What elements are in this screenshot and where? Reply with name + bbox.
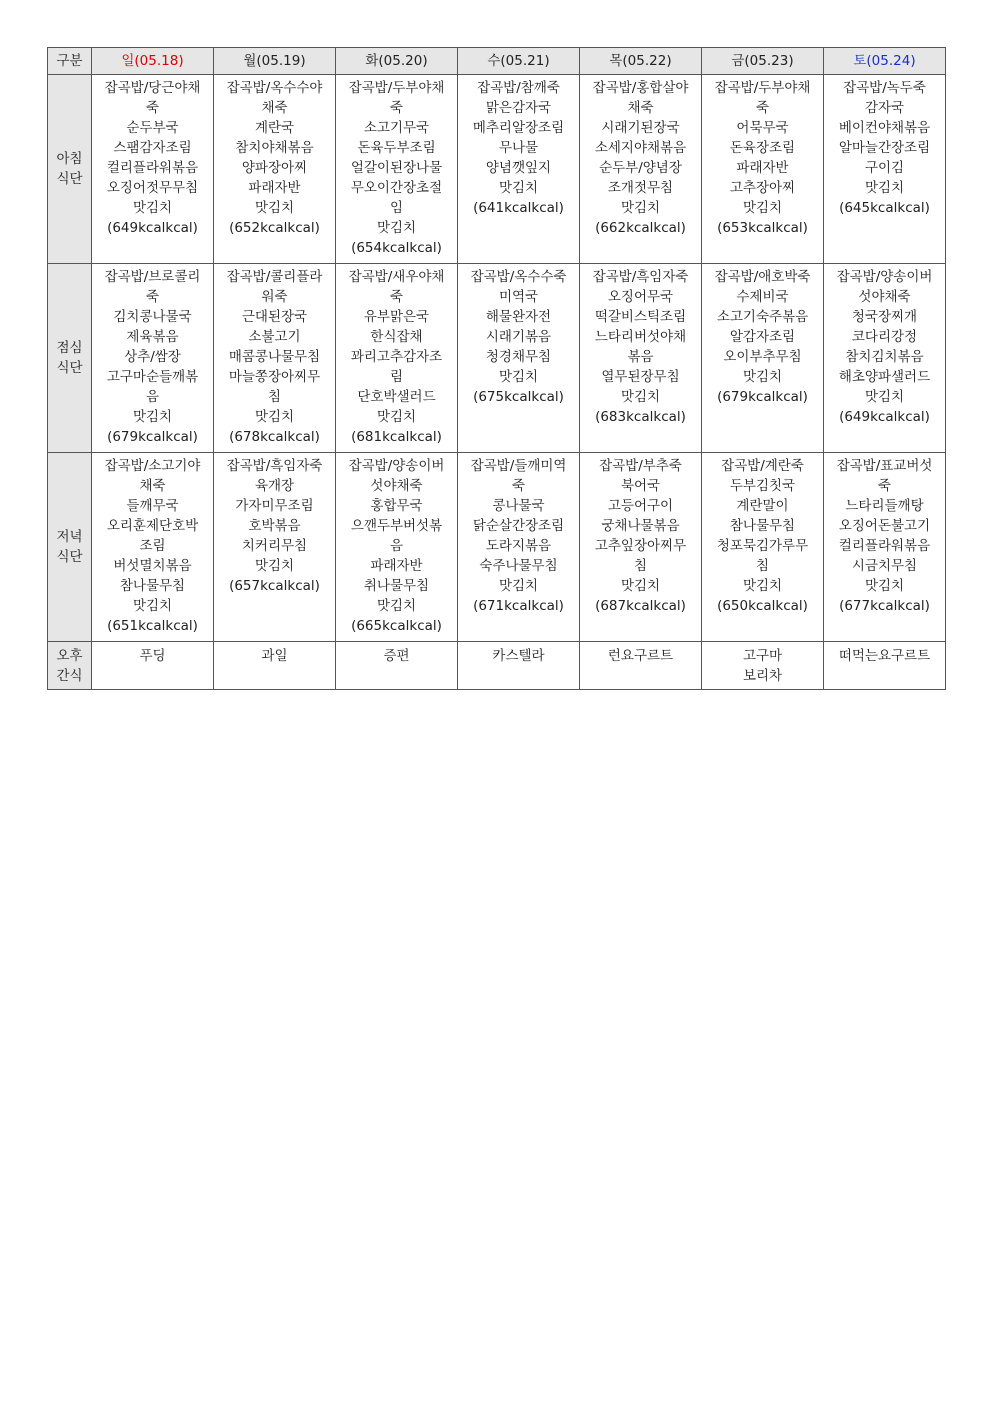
menu-item: (657kcalkcal) (229, 578, 320, 594)
menu-item: (649kcalkcal) (107, 220, 198, 236)
menu-item: 베이컨야채볶음 (838, 120, 931, 136)
breakfast-cell-saturday (824, 75, 946, 264)
menu-item: 잡곡밥/계란죽 (721, 458, 804, 474)
menu-item: (641kcalkcal) (473, 200, 564, 216)
menu-item: 느타리들깨탕 (845, 498, 924, 514)
menu-item: 맛김치 (498, 369, 539, 385)
menu-item: 매콤콩나물무침 (228, 349, 321, 365)
dinner-cell-friday (702, 453, 824, 642)
menu-item: 잡곡밥/당근야채 (104, 80, 201, 96)
menu-item: 소고기숙주볶음 (716, 309, 809, 325)
menu-item: 채죽 (139, 478, 166, 494)
menu-item: 섯야채죽 (370, 478, 423, 494)
menu-item: 알마늘간장조림 (838, 140, 931, 156)
weekly-menu-table (47, 47, 946, 690)
menu-item: 볶음 (627, 349, 654, 365)
dinner-cell-thursday (580, 453, 702, 642)
menu-item: 스팸감자조림 (113, 140, 192, 156)
menu-item: 잡곡밥/양송이버 (836, 269, 933, 285)
menu-item: 상추/쌈장 (124, 349, 181, 365)
menu-item: 워죽 (261, 289, 288, 305)
menu-item: (649kcalkcal) (839, 409, 930, 425)
breakfast-cell-wednesday (458, 75, 580, 264)
menu-item: 참치야채볶음 (235, 140, 314, 156)
menu-item: 보리차 (742, 668, 783, 684)
menu-item: 잡곡밥/애호박죽 (714, 269, 811, 285)
menu-item: 맛김치 (742, 578, 783, 594)
menu-item: 맛김치 (376, 598, 417, 614)
day-header-friday: 금(05.23) (702, 48, 824, 75)
menu-item: 순두부/양념장 (599, 160, 682, 176)
menu-item: 맛김치 (864, 578, 905, 594)
menu-item: 가자미무조림 (235, 498, 314, 514)
lunch-cell-saturday (824, 264, 946, 453)
menu-item: 맛김치 (376, 409, 417, 425)
menu-item: 맛김치 (254, 200, 295, 216)
menu-item: 북어국 (620, 478, 661, 494)
menu-item: 계란국 (254, 120, 295, 136)
menu-item: 맛김치 (620, 389, 661, 405)
row-label-line: 저녁 (56, 529, 83, 545)
lunch-cell-wednesday (458, 264, 580, 453)
menu-item: (645kcalkcal) (839, 200, 930, 216)
menu-item: 마늘쫑장아찌무 (228, 369, 321, 385)
menu-item: 오징어돈불고기 (838, 518, 931, 534)
day-header-wednesday: 수(05.21) (458, 48, 580, 75)
menu-item: 단호박샐러드 (357, 389, 436, 405)
snack-cell-thursday (580, 642, 702, 690)
menu-item: 맛김치 (498, 180, 539, 196)
menu-item: 유부맑은국 (363, 309, 430, 325)
day-header-sunday: 일(05.18) (92, 48, 214, 75)
dinner-cell-saturday (824, 453, 946, 642)
menu-item: 컬리플라워볶음 (106, 160, 199, 176)
menu-item: 무나물 (498, 140, 539, 156)
menu-item: 감자국 (864, 100, 905, 116)
menu-item: 잡곡밥/양송이버 (348, 458, 445, 474)
lunch-cell-friday (702, 264, 824, 453)
menu-item: 잡곡밥/새우야채 (348, 269, 445, 285)
dinner-row-label (48, 453, 92, 642)
breakfast-cell-sunday (92, 75, 214, 264)
menu-item: (679kcalkcal) (107, 429, 198, 445)
menu-item: 잡곡밥/옥수수죽 (470, 269, 567, 285)
row-label-line: 오후 (56, 647, 83, 664)
menu-item: 떡갈비스틱조림 (594, 309, 687, 325)
snack-cell-friday (702, 642, 824, 690)
snack-cell-monday (214, 642, 336, 690)
header-label: 구분 (48, 48, 92, 75)
menu-item: 푸딩 (139, 648, 166, 664)
snack-cell-wednesday (458, 642, 580, 690)
menu-item: 잡곡밥/흑임자죽 (592, 269, 689, 285)
menu-item: 파래자반 (736, 160, 789, 176)
dinner-cell-monday (214, 453, 336, 642)
menu-item: 채죽 (627, 100, 654, 116)
menu-item: 닭순살간장조림 (472, 518, 565, 534)
menu-item: 런요구르트 (607, 648, 674, 664)
menu-item: (654kcalkcal) (351, 240, 442, 256)
menu-item: 맛김치 (498, 578, 539, 594)
menu-item: 호박볶음 (248, 518, 301, 534)
menu-item: 열무된장무침 (601, 369, 680, 385)
menu-item: 음 (389, 538, 404, 554)
menu-item: 청국장찌개 (851, 309, 918, 325)
menu-item: 얼갈이된장나물 (350, 160, 443, 176)
menu-item: 죽 (755, 100, 770, 116)
menu-item: 수제비국 (736, 289, 789, 305)
menu-item: 맑은감자국 (485, 100, 552, 116)
menu-item: 맛김치 (132, 598, 173, 614)
menu-item: 계란말이 (736, 498, 789, 514)
menu-item: 맛김치 (864, 180, 905, 196)
lunch-row-label (48, 264, 92, 453)
breakfast-cell-thursday (580, 75, 702, 264)
menu-item: 시래기볶음 (485, 329, 552, 345)
menu-item: (678kcalkcal) (229, 429, 320, 445)
menu-item: 한식잡채 (370, 329, 423, 345)
menu-item: 알감자조림 (729, 329, 796, 345)
menu-item: 잡곡밥/표교버섯 (836, 458, 933, 474)
snack-row (48, 642, 946, 690)
menu-item: 구이김 (864, 160, 905, 176)
menu-item: 떠먹는요구르트 (838, 648, 931, 664)
menu-item: 맛김치 (620, 578, 661, 594)
menu-item: 죽 (877, 478, 892, 494)
menu-item: 김치콩나물국 (113, 309, 192, 325)
menu-item: (683kcalkcal) (595, 409, 686, 425)
menu-item: 오이부추무침 (723, 349, 802, 365)
menu-item: 메추리알장조림 (472, 120, 565, 136)
menu-item: 참나물무침 (119, 578, 186, 594)
menu-item: 잡곡밥/부추죽 (599, 458, 682, 474)
menu-item: 해초양파샐러드 (838, 369, 931, 385)
menu-item: 잡곡밥/참깨죽 (477, 80, 560, 96)
menu-item: 잡곡밥/두부야채 (714, 80, 811, 96)
menu-item: 증편 (383, 648, 410, 664)
menu-item: (665kcalkcal) (351, 618, 442, 634)
menu-item: (687kcalkcal) (595, 598, 686, 614)
snack-cell-saturday (824, 642, 946, 690)
menu-item: 조림 (139, 538, 166, 554)
menu-item: 치커리무침 (241, 538, 308, 554)
menu-item: 조개젓무침 (607, 180, 674, 196)
menu-item: 맛김치 (864, 389, 905, 405)
menu-item: 순두부국 (126, 120, 179, 136)
header-row (48, 48, 946, 75)
menu-item: 고추잎장아찌무 (594, 538, 687, 554)
breakfast-row-label (48, 75, 92, 264)
dinner-row (48, 453, 946, 642)
menu-item: 들깨무국 (126, 498, 179, 514)
menu-item: 채죽 (261, 100, 288, 116)
row-label-line: 점심 (56, 340, 83, 356)
menu-item: 두부김칫국 (729, 478, 796, 494)
menu-item: 고등어구이 (607, 498, 674, 514)
dinner-cell-tuesday (336, 453, 458, 642)
menu-item: 고추장아찌 (729, 180, 796, 196)
menu-item: 맛김치 (254, 558, 295, 574)
row-label-line: 식단 (56, 549, 83, 565)
menu-item: 임 (389, 200, 404, 216)
lunch-cell-thursday (580, 264, 702, 453)
menu-item: 취나물무침 (363, 578, 430, 594)
menu-item: 양파장아찌 (241, 160, 308, 176)
dinner-cell-wednesday (458, 453, 580, 642)
menu-item: 해물완자전 (485, 309, 552, 325)
lunch-row (48, 264, 946, 453)
menu-item: 무오이간장초절 (350, 180, 443, 196)
menu-item: 잡곡밥/브로콜리 (104, 269, 201, 285)
menu-item: 으깬두부버섯볶 (350, 518, 443, 534)
menu-item: 도라지볶음 (485, 538, 552, 554)
menu-item: 근대된장국 (241, 309, 308, 325)
lunch-cell-tuesday (336, 264, 458, 453)
menu-item: 오징어무국 (607, 289, 674, 305)
menu-item: 잡곡밥/옥수수야 (226, 80, 323, 96)
menu-item: 맛김치 (620, 200, 661, 216)
menu-item: 궁채나물볶음 (601, 518, 680, 534)
menu-item: 컬리플라워볶음 (838, 538, 931, 554)
row-label-line: 간식 (56, 667, 83, 684)
menu-item: 죽 (511, 478, 526, 494)
breakfast-cell-tuesday (336, 75, 458, 264)
menu-item: 돈육장조림 (729, 140, 796, 156)
menu-item: (679kcalkcal) (717, 389, 808, 405)
row-label-line: 식단 (56, 171, 83, 187)
menu-item: 오리훈제단호박 (106, 518, 199, 534)
menu-item: 맛김치 (742, 200, 783, 216)
menu-item: 시금치무침 (851, 558, 918, 574)
menu-item: 맛김치 (132, 409, 173, 425)
dinner-cell-sunday (92, 453, 214, 642)
menu-item: 시래기된장국 (601, 120, 680, 136)
menu-item: 림 (389, 369, 404, 385)
day-header-tuesday: 화(05.20) (336, 48, 458, 75)
menu-item: 잡곡밥/콜리플라 (226, 269, 323, 285)
menu-item: 잡곡밥/소고기야 (104, 458, 201, 474)
menu-item: (675kcalkcal) (473, 389, 564, 405)
menu-item: 침 (267, 389, 282, 405)
menu-item: 카스텔라 (492, 648, 545, 664)
menu-item: (681kcalkcal) (351, 429, 442, 445)
menu-item: 코다리강정 (851, 329, 918, 345)
menu-body (48, 75, 946, 690)
menu-item: 맛김치 (254, 409, 295, 425)
menu-item: 청경채무침 (485, 349, 552, 365)
menu-item: (671kcalkcal) (473, 598, 564, 614)
menu-item: 맛김치 (742, 369, 783, 385)
menu-item: 청포묵김가루무 (716, 538, 809, 554)
menu-item: 육개장 (254, 478, 295, 494)
menu-item: 느타리버섯야채 (594, 329, 687, 345)
menu-item: (650kcalkcal) (717, 598, 808, 614)
lunch-cell-monday (214, 264, 336, 453)
menu-item: 양념깻잎지 (485, 160, 552, 176)
menu-item: 섯야채죽 (858, 289, 911, 305)
menu-item: 죽 (389, 289, 404, 305)
menu-item: 과일 (261, 648, 288, 664)
menu-item: 숙주나물무침 (479, 558, 558, 574)
breakfast-row (48, 75, 946, 264)
menu-item: 잡곡밥/흑임자죽 (226, 458, 323, 474)
menu-item: 제육볶음 (126, 329, 179, 345)
menu-item: 버섯멸치볶음 (113, 558, 192, 574)
row-label-line: 식단 (56, 360, 83, 376)
menu-item: 맛김치 (132, 200, 173, 216)
menu-item: 파래자반 (248, 180, 301, 196)
menu-item: 고구마순들깨볶 (106, 369, 199, 385)
breakfast-cell-friday (702, 75, 824, 264)
menu-item: 참나물무침 (729, 518, 796, 534)
menu-item: 죽 (145, 100, 160, 116)
menu-item: 콩나물국 (492, 498, 545, 514)
menu-item: 침 (633, 558, 648, 574)
menu-item: 오징어젓무무침 (106, 180, 199, 196)
menu-item: 잡곡밥/홍합살야 (592, 80, 689, 96)
snack-cell-tuesday (336, 642, 458, 690)
menu-item: 소세지야채볶음 (594, 140, 687, 156)
menu-item: 소고기무국 (363, 120, 430, 136)
menu-item: 침 (755, 558, 770, 574)
menu-item: (651kcalkcal) (107, 618, 198, 634)
snack-cell-sunday (92, 642, 214, 690)
menu-item: 죽 (389, 100, 404, 116)
row-label-line: 아침 (56, 151, 83, 167)
menu-item: (677kcalkcal) (839, 598, 930, 614)
menu-item: 홍합무국 (370, 498, 423, 514)
menu-item: 돈육두부조림 (357, 140, 436, 156)
menu-item: 맛김치 (376, 220, 417, 236)
menu-item: 소불고기 (248, 329, 301, 345)
snack-row-label (48, 642, 92, 690)
menu-item: 잡곡밥/두부야채 (348, 80, 445, 96)
menu-item: 잡곡밥/들깨미역 (470, 458, 567, 474)
menu-item: (662kcalkcal) (595, 220, 686, 236)
menu-item: (653kcalkcal) (717, 220, 808, 236)
menu-item: 음 (145, 389, 160, 405)
day-header-thursday: 목(05.22) (580, 48, 702, 75)
menu-item: 잡곡밥/녹두죽 (843, 80, 926, 96)
menu-item: (652kcalkcal) (229, 220, 320, 236)
menu-item: 미역국 (498, 289, 539, 305)
day-header-monday: 월(05.19) (214, 48, 336, 75)
menu-item: 꽈리고추감자조 (350, 349, 443, 365)
breakfast-cell-monday (214, 75, 336, 264)
menu-item: 어묵무국 (736, 120, 789, 136)
menu-item: 고구마 (742, 648, 783, 664)
day-header-saturday: 토(05.24) (824, 48, 946, 75)
lunch-cell-sunday (92, 264, 214, 453)
menu-item: 참치김치볶음 (845, 349, 924, 365)
menu-item: 파래자반 (370, 558, 423, 574)
menu-item: 죽 (145, 289, 160, 305)
